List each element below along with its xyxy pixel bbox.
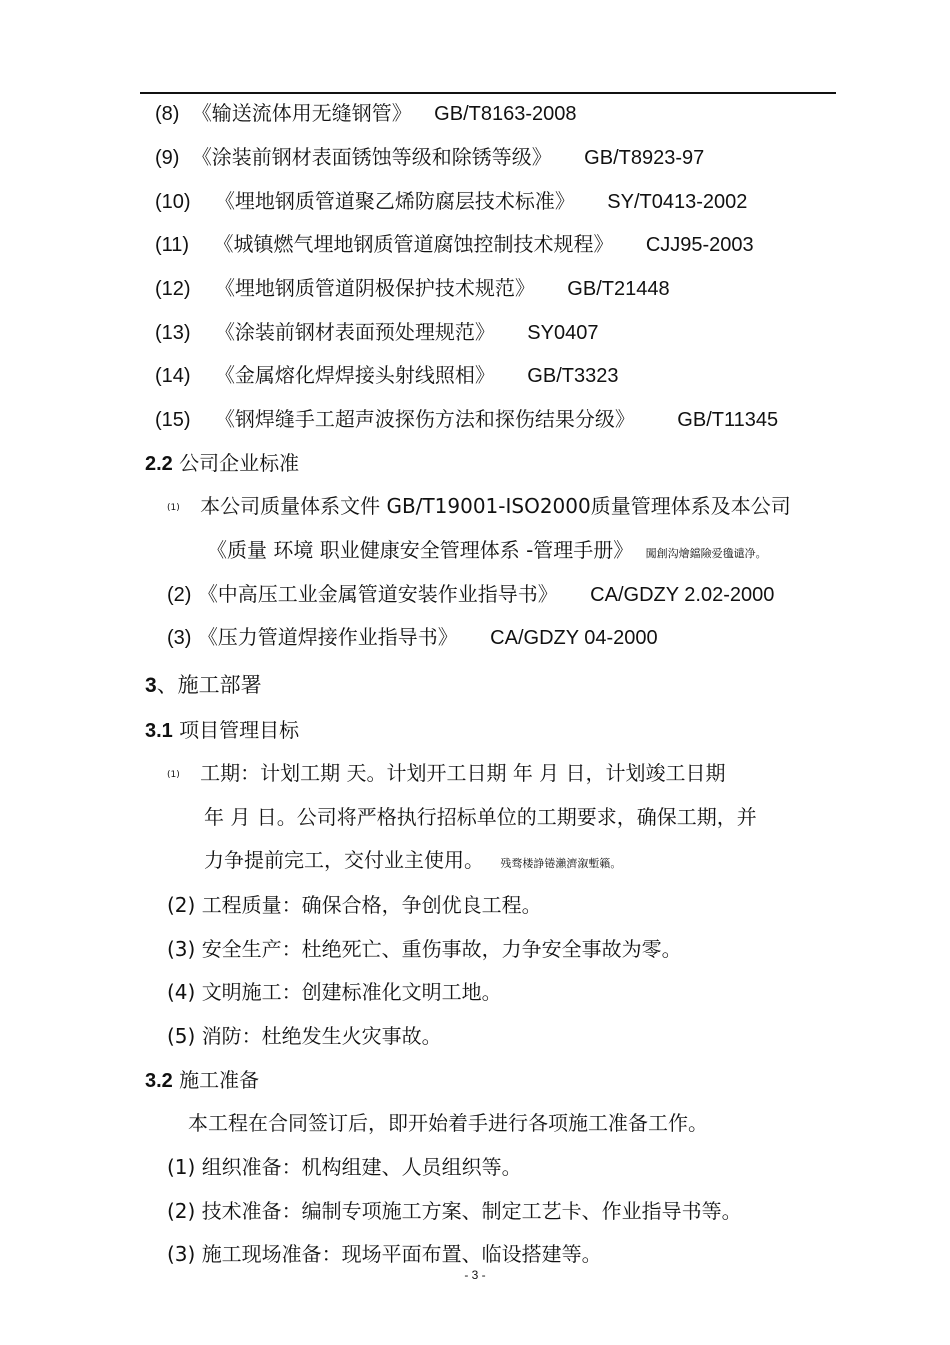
paragraph-text: 本工程在合同签订后，即开始着手进行各项施工准备工作。 bbox=[188, 1111, 708, 1135]
ref-item-11 bbox=[155, 232, 754, 257]
ref-code: GB/T8923-97 bbox=[584, 147, 705, 169]
ref-code: CJJ95-2003 bbox=[645, 234, 754, 256]
section-title: 施工准备 bbox=[179, 1068, 260, 1092]
item-text: (3) 施工现场准备：现场平面布置、临设搭建等。 bbox=[167, 1242, 602, 1266]
s22-item-1-line-2 bbox=[207, 538, 767, 566]
s32-item-2 bbox=[167, 1199, 742, 1223]
ref-title: 《涂装前钢材表面预处理规范》 bbox=[214, 320, 495, 344]
ref-code: GB/T21448 bbox=[567, 278, 670, 300]
section-number: 3 bbox=[145, 674, 157, 697]
item-text: (3) 安全生产：杜绝死亡、重伤事故，力争安全事故为零。 bbox=[167, 937, 682, 961]
ref-item-9 bbox=[155, 145, 704, 170]
item-number: (2) bbox=[167, 584, 192, 606]
item-text: 工期：计划工期 天。计划开工日期 年 月 日，计划竣工日期 bbox=[200, 761, 726, 785]
ref-title: 《城镇燃气埋地钢质管道腐蚀控制技术规程》 bbox=[213, 232, 614, 256]
section-number: 3.1 bbox=[145, 720, 173, 742]
ref-code: GB/T3323 bbox=[527, 365, 619, 387]
section-2-2-heading bbox=[145, 451, 299, 476]
s22-item-1-line-1 bbox=[167, 494, 791, 520]
ref-code: SY0407 bbox=[527, 322, 599, 344]
s31-item-4 bbox=[167, 980, 502, 1004]
ref-number: (13) bbox=[155, 322, 191, 344]
s32-intro bbox=[188, 1111, 708, 1135]
ref-item-15 bbox=[155, 407, 778, 432]
item-text: (4) 文明施工：创建标准化文明工地。 bbox=[167, 980, 502, 1004]
section-3-1-heading bbox=[145, 718, 299, 743]
item-title: 《中高压工业金属管道安装作业指导书》 bbox=[197, 582, 558, 606]
ref-number: (12) bbox=[155, 278, 191, 300]
s31-item-3 bbox=[167, 937, 682, 961]
header-rule bbox=[140, 92, 836, 94]
garbled-mark: 闖創沟燴鐺險爱氇谴净。 bbox=[645, 547, 767, 560]
s31-item-1-line-3 bbox=[204, 848, 621, 876]
ref-title: 《输送流体用无缝钢管》 bbox=[191, 101, 412, 125]
ref-item-12 bbox=[155, 276, 670, 301]
page-number: - 3 - bbox=[464, 1268, 486, 1282]
s31-item-1-line-1 bbox=[167, 761, 726, 787]
item-text: (5) 消防：杜绝发生火灾事故。 bbox=[167, 1024, 442, 1048]
ref-number: (9) bbox=[155, 147, 180, 169]
section-number: 3.2 bbox=[145, 1070, 173, 1092]
item-text: (2) 技术准备：编制专项施工方案、制定工艺卡、作业指导书等。 bbox=[167, 1199, 742, 1223]
ref-code: GB/T11345 bbox=[677, 409, 779, 431]
section-3-2-heading bbox=[145, 1068, 259, 1093]
item-code: CA/GDZY 2.02-2000 bbox=[590, 584, 775, 606]
item-text: 年 月 日。公司将严格执行招标单位的工期要求，确保工期，并 bbox=[204, 805, 757, 829]
item-text: 力争提前完工，交付业主使用。 bbox=[204, 848, 484, 872]
item-number: (1) bbox=[167, 502, 180, 513]
item-code: CA/GDZY 04-2000 bbox=[490, 627, 658, 649]
ref-title: 《钢焊缝手工超声波探伤方法和探伤结果分级》 bbox=[214, 407, 635, 431]
item-text: (2) 工程质量：确保合格，争创优良工程。 bbox=[167, 893, 542, 917]
ref-title: 《涂装前钢材表面锈蚀等级和除锈等级》 bbox=[191, 145, 552, 169]
s32-item-1 bbox=[167, 1155, 522, 1179]
s22-item-2 bbox=[167, 582, 774, 607]
item-number: (1) bbox=[167, 769, 180, 780]
ref-code: SY/T0413-2002 bbox=[607, 191, 748, 213]
ref-title: 《金属熔化焊焊接头射线照相》 bbox=[214, 363, 495, 387]
s31-item-1-line-2 bbox=[204, 805, 757, 829]
s31-item-2 bbox=[167, 893, 542, 917]
item-number: (3) bbox=[167, 627, 192, 649]
ref-item-14 bbox=[155, 363, 618, 388]
section-number: 2.2 bbox=[145, 453, 173, 475]
item-text: (1) 组织准备：机构组建、人员组织等。 bbox=[167, 1155, 522, 1179]
section-title: 项目管理目标 bbox=[179, 718, 300, 742]
ref-item-10 bbox=[155, 189, 747, 214]
ref-number: (14) bbox=[155, 365, 191, 387]
ref-code: GB/T8163-2008 bbox=[434, 103, 577, 125]
section-3-heading bbox=[145, 673, 262, 698]
ref-title: 《埋地钢质管道聚乙烯防腐层技术标准》 bbox=[214, 189, 575, 213]
section-title: 、施工部署 bbox=[156, 673, 262, 697]
section-title: 公司企业标准 bbox=[179, 451, 300, 475]
ref-number: (11) bbox=[155, 234, 190, 256]
ref-number: (8) bbox=[155, 103, 180, 125]
s32-item-3 bbox=[167, 1242, 602, 1266]
s31-item-5 bbox=[167, 1024, 442, 1048]
ref-item-8 bbox=[155, 101, 577, 126]
ref-item-13 bbox=[155, 320, 598, 345]
ref-title: 《埋地钢质管道阴极保护技术规范》 bbox=[214, 276, 535, 300]
ref-number: (15) bbox=[155, 409, 191, 431]
ref-number: (10) bbox=[155, 191, 191, 213]
item-text: 《质量 环境 职业健康安全管理体系 -管理手册》 bbox=[207, 538, 634, 562]
s22-item-3 bbox=[167, 625, 658, 650]
item-title: 《压力管道焊接作业指导书》 bbox=[197, 625, 458, 649]
item-text: 本公司质量体系文件 GB/T19001-ISO2000质量管理体系及本公司 bbox=[200, 494, 791, 518]
garbled-mark: 残骛楼諍锩瀨濟溆塹籟。 bbox=[500, 857, 622, 870]
